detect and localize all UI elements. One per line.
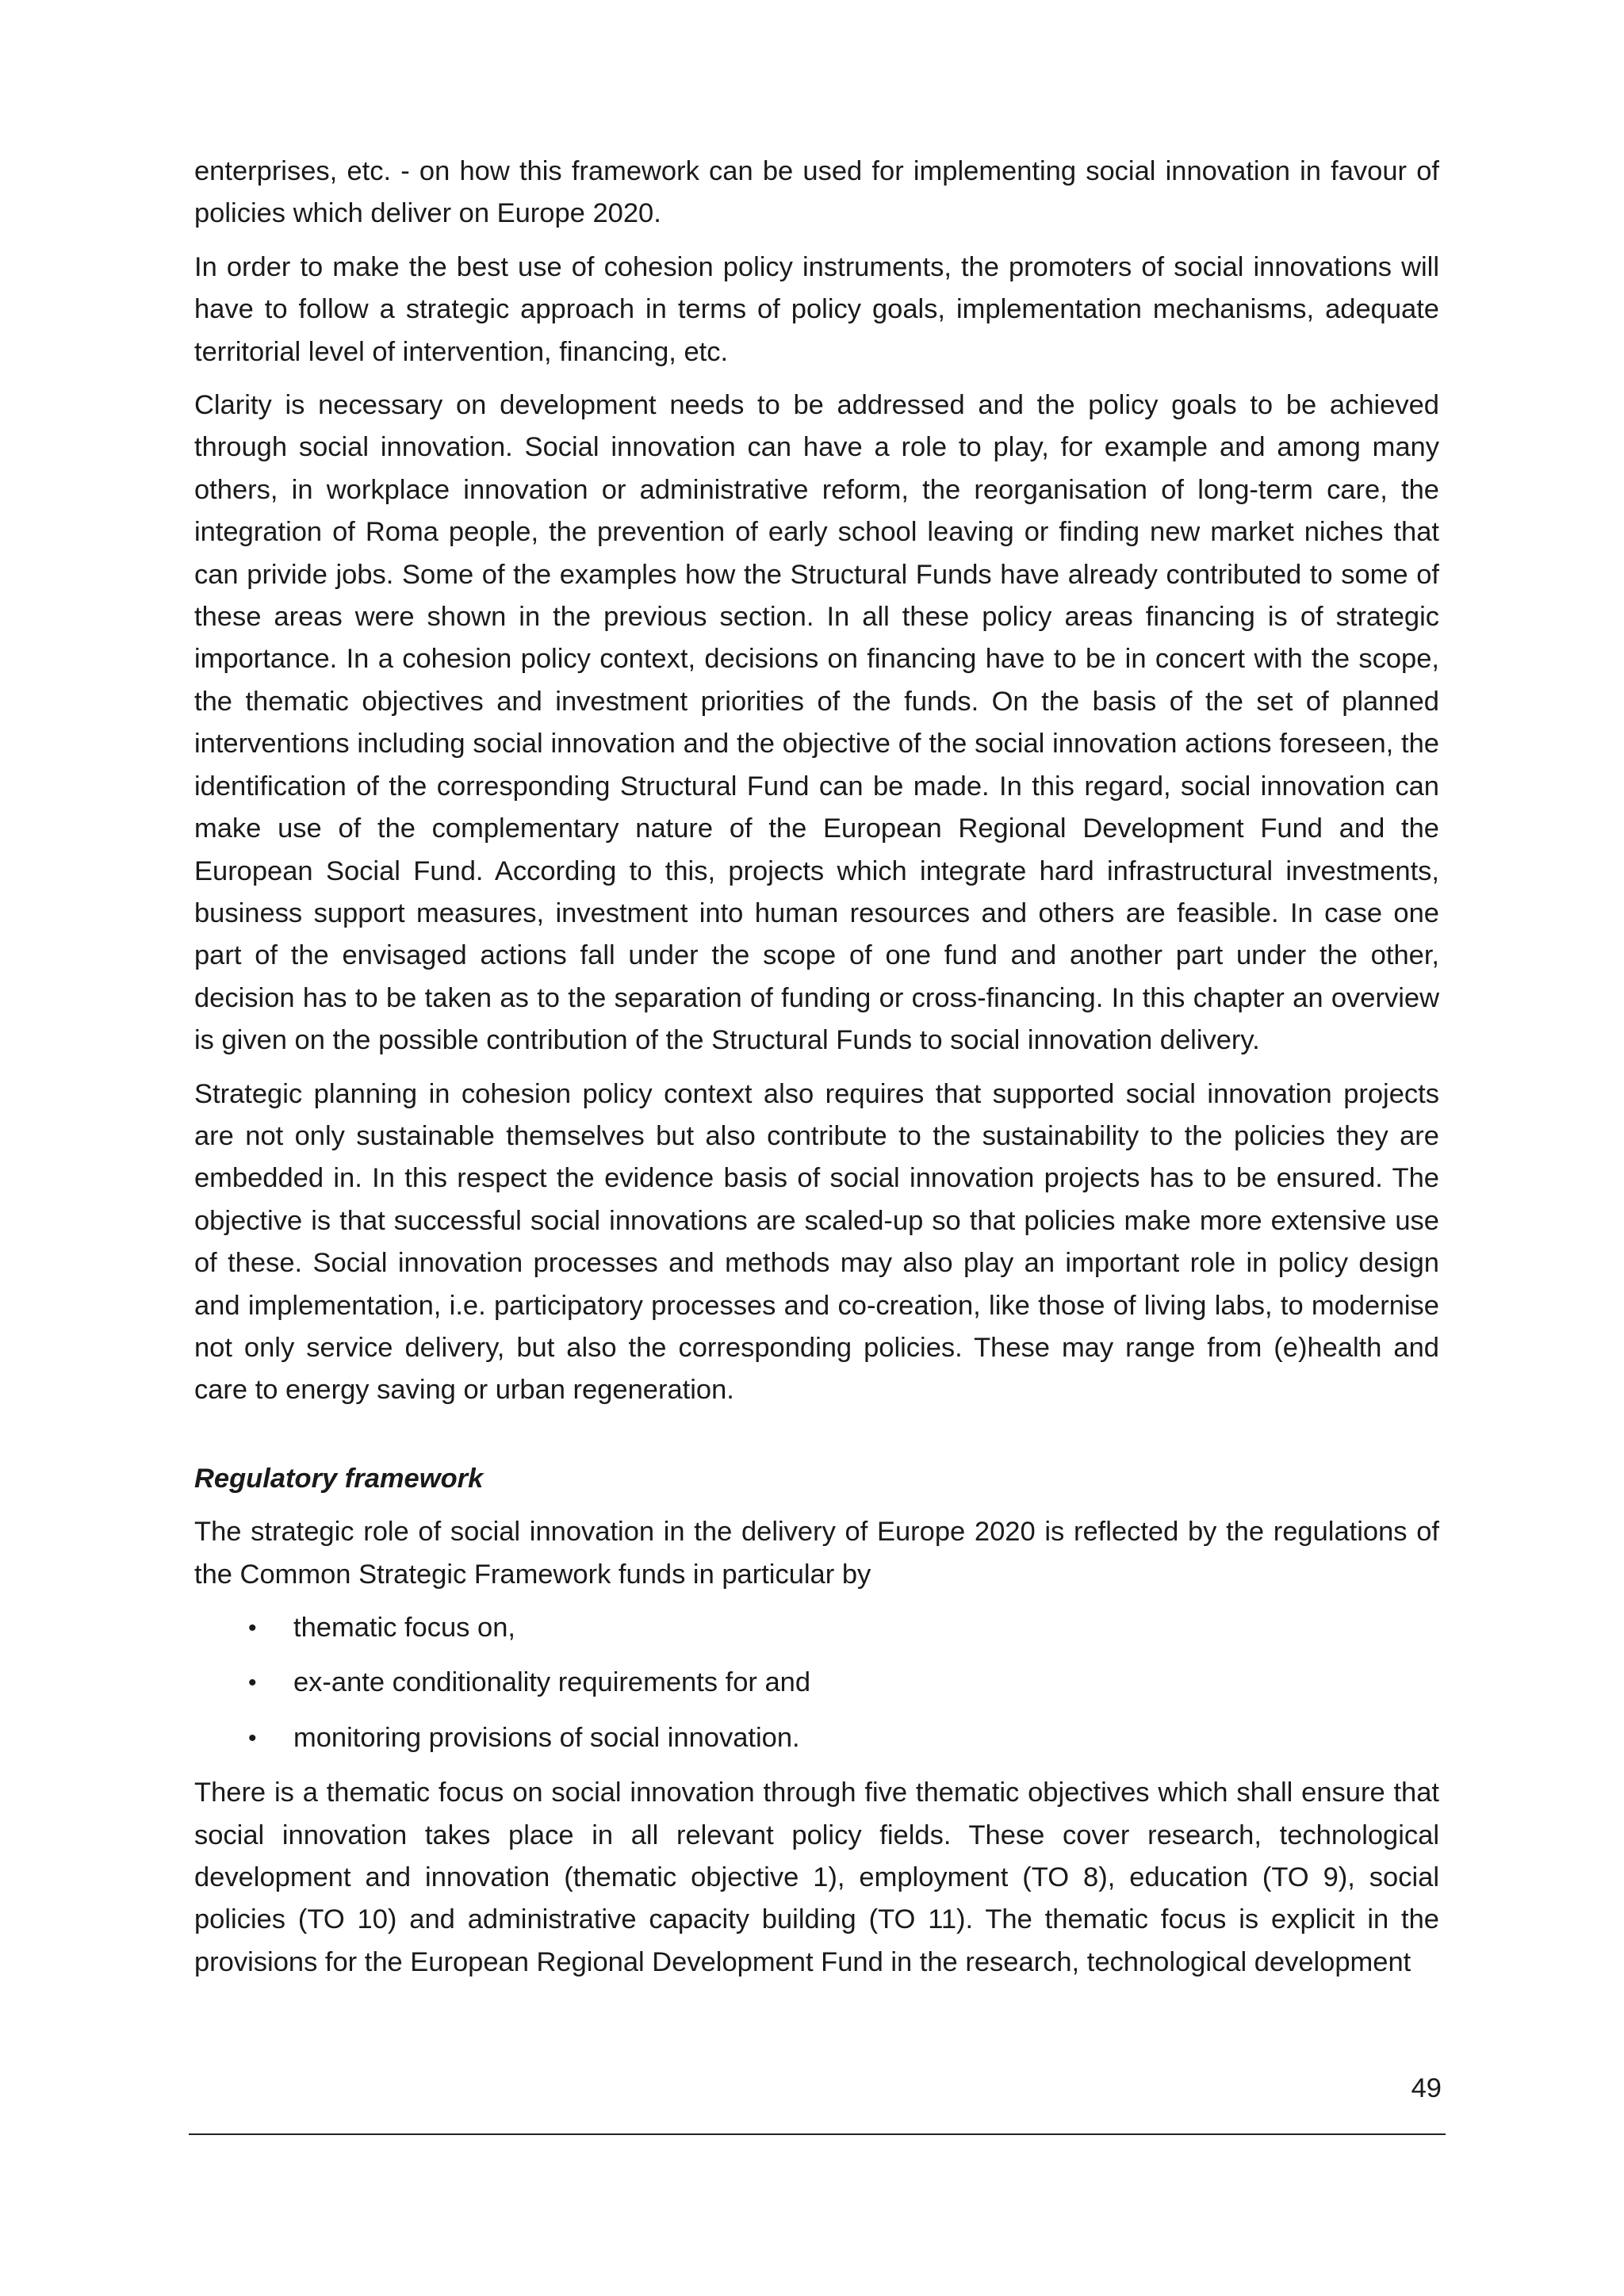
bullet-list (194, 1607, 1439, 1759)
list-item-text: ex-ante conditionality requirements for and (293, 1667, 811, 1698)
list-item (194, 1717, 1439, 1759)
bullet-icon: • (248, 1724, 257, 1751)
page-number: 49 (1411, 2073, 1442, 2103)
paragraph-development-needs: Clarity is necessary on development needs to be addressed and the policy goals to be achieved through social innovation. Social innovation can have a role to play, for example and among many others, in workplace innovation or administrative reform, the reorganisation of long-term care, the integration of Roma people, the prevention of early school leaving or finding new market niches that can privide jobs. Some of the examples how the Structural Funds have already contributed to some of these areas were shown in the previous section. In all these policy areas financing is of strategic importance. In a cohesion policy context, decisions on financing have to be in concert with the scope, the thematic objectives and investment priorities of the funds. On the basis of the set of planned interventions including social innovation and the objective of the social innovation actions foreseen, the identification of the corresponding Structural Fund can be made. In this regard, social innovation can make use of the complementary nature of the European Regional Development Fund and the European Social Fund. According to this, projects which integrate hard infrastructural investments, business support measures, investment into human resources and others are feasible. In case one part of the envisaged actions fall under the scope of one fund and another part under the other, decision has to be taken as to the separation of funding or cross-financing. In this chapter an overview is given on the possible contribution of the Structural Funds to social innovation delivery. (194, 390, 1439, 1056)
paragraph-strategic-approach: In order to make the best use of cohesion policy instruments, the promoters of social innovations will have to follow a strategic approach in terms of policy goals, implementation mechanisms, adequate territorial level of intervention, financing, etc. (194, 251, 1439, 367)
bullet-icon: • (248, 1670, 257, 1697)
footer-divider (189, 2133, 1446, 2135)
page-body (194, 151, 1439, 1995)
paragraph-framework-usage: enterprises, etc. - on how this framework can be used for implementing social innovation in favour of policies which deliver on Europe 2020. (194, 156, 1439, 229)
list-item (194, 1662, 1439, 1704)
bullet-icon: • (248, 1615, 257, 1641)
paragraph-thematic-focus: There is a thematic focus on social innovation through five thematic objectives which shall ensure that social innovation takes place in all relevant policy fields. These cover research, technological development and innovation (thematic objective 1), employment (TO 8), education (TO 9), social policies (TO 10) and administrative capacity building (TO 11). The thematic focus is explicit in the provisions for the European Regional Development Fund in the research, technological development (194, 1777, 1439, 1977)
list-item-text: thematic focus on, (293, 1613, 515, 1643)
section-intro: The strategic role of social innovation in the delivery of Europe 2020 is reflected by the regulations of the Common Strategic Framework funds in particular by (194, 1517, 1439, 1590)
list-item (194, 1607, 1439, 1649)
section-heading: Regulatory framework (194, 1463, 484, 1494)
paragraph-strategic-planning: Strategic planning in cohesion policy context also requires that supported social innovation projects are not only sustainable themselves but also contribute to the sustainability to the policies they are embedded in. In this respect the evidence basis of social innovation projects has to be ensured. The objective is that successful social innovations are scaled-up so that policies make more extensive use of these. Social innovation processes and methods may also play an important role in policy design and implementation, i.e. participatory processes and co-creation, like those of living labs, to modernise not only service delivery, but also the corresponding policies. These may range from (e)health and care to energy saving or urban regeneration. (194, 1078, 1439, 1406)
list-item-text: monitoring provisions of social innovation. (293, 1722, 800, 1753)
